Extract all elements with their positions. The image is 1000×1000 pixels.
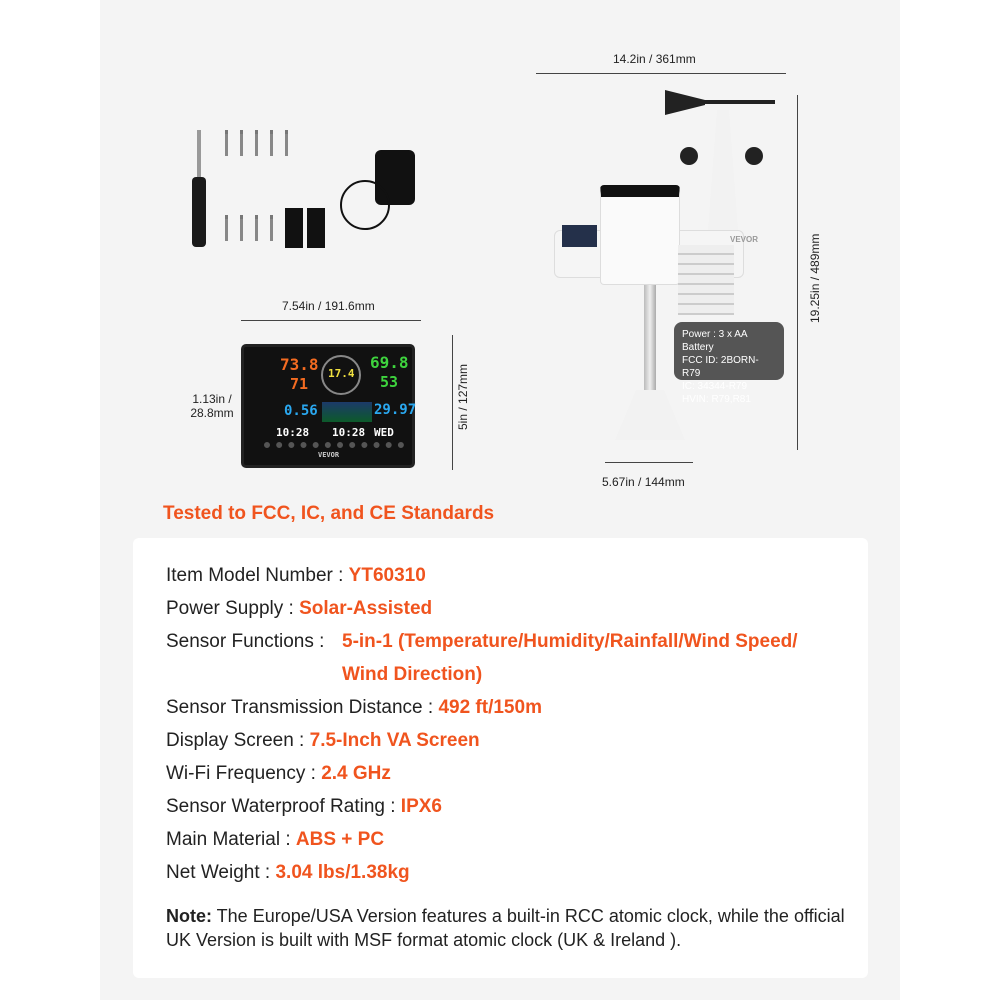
screwdriver-handle [192, 177, 206, 247]
spec-functions-cont [342, 664, 482, 686]
screw [240, 130, 243, 156]
outdoor-temp: 73.8 [280, 355, 319, 374]
rain-gauge [600, 185, 680, 285]
display-depth-label [186, 392, 238, 420]
spec-value: Wind Direction) [342, 664, 483, 685]
outdoor-humidity: 71 [290, 375, 309, 393]
button-row [264, 442, 404, 450]
sensor-base-label: 5.67in / 144mm [602, 475, 685, 489]
dimension-line [797, 95, 798, 450]
spec-label: Power Supply : [166, 598, 300, 619]
pressure: 29.97 [374, 402, 417, 418]
vane-tail [665, 90, 705, 115]
rainfall: 0.56 [284, 403, 318, 419]
depth-text: 1.13in / 28.8mm [190, 392, 234, 420]
spec-value: 492 ft/150m [438, 697, 542, 718]
spec-label: Main Material : [166, 829, 296, 850]
screw [285, 130, 288, 156]
dimension-line [241, 320, 421, 321]
screw [225, 130, 228, 156]
spec-label: Sensor Functions : [166, 631, 325, 652]
spec-value: YT60310 [348, 565, 426, 586]
spec-label: Wi-Fi Frequency : [166, 763, 322, 784]
time-1: 10:28 [276, 426, 310, 439]
spec-value: 2.4 GHz [321, 763, 391, 784]
anemometer-cup [680, 147, 698, 165]
display-console [241, 344, 415, 468]
section-heading: Tested to FCC, IC, and CE Standards [163, 503, 495, 524]
sensor-brand: VEVOR [730, 235, 759, 244]
note-label: Note: [166, 906, 212, 926]
screw [225, 215, 228, 241]
sensor-label [674, 322, 784, 405]
wind-speed: 17.4 [328, 367, 355, 380]
label-line: FCC ID: 2BORN-R79 [682, 355, 759, 379]
screw [255, 215, 258, 241]
dimension-line [605, 462, 693, 463]
spec-label: Net Weight : [166, 862, 276, 883]
spec-power [166, 598, 432, 620]
dimension-line [536, 73, 786, 74]
spec-distance [166, 697, 542, 719]
spec-label: Display Screen : [166, 730, 310, 751]
screw [270, 130, 273, 156]
indoor-temp: 69.8 [370, 353, 409, 372]
spec-value: ABS + PC [295, 829, 385, 850]
display-width-label: 7.54in / 191.6mm [282, 299, 375, 313]
spec-value: IPX6 [400, 796, 442, 817]
spec-label: Item Model Number : [166, 565, 349, 586]
indoor-humidity: 53 [380, 373, 399, 391]
time-2: 10:28 [332, 426, 366, 439]
screw [240, 215, 243, 241]
radiation-shield [678, 245, 734, 315]
rubber-pad [307, 208, 325, 248]
label-line: Power : 3 x AA Battery [682, 329, 748, 353]
screwdriver [197, 130, 201, 180]
dimension-line [452, 335, 453, 470]
screw [255, 130, 258, 156]
spec-card [133, 538, 868, 978]
spec-weight [166, 862, 410, 884]
spec-functions [166, 631, 798, 653]
weather-forecast-icon [322, 402, 372, 422]
anemometer-mast [708, 110, 738, 230]
accessories-image [185, 125, 425, 250]
spec-label: Sensor Transmission Distance : [166, 697, 439, 718]
spec-value: 5-in-1 (Temperature/Humidity/Rainfall/Wind Speed/ [342, 631, 798, 652]
spec-value: 7.5-Inch VA Screen [309, 730, 480, 751]
note-text: The Europe/USA Version features a built-in RCC atomic clock, while the official UK Version is built with MSF format atomic clock (UK & Ireland ). [166, 906, 845, 950]
label-line: HVIN: R79,R81 [682, 394, 751, 405]
sensor-width-label: 14.2in / 361mm [613, 52, 696, 66]
spec-waterproof [166, 796, 442, 818]
label-line: IC: 34344-R79 [682, 381, 748, 392]
anemometer-cup [745, 147, 763, 165]
day: WED [374, 426, 394, 439]
sensor-height-label: 19.25in / 489mm [808, 233, 822, 323]
spec-wifi [166, 763, 391, 785]
mounting-bracket [615, 390, 685, 440]
display-height-label: 5in / 127mm [456, 363, 470, 430]
spec-material [166, 829, 384, 851]
solar-panel [562, 225, 597, 247]
screw [270, 215, 273, 241]
spec-label: Sensor Waterproof Rating : [166, 796, 401, 817]
rubber-pad [285, 208, 303, 248]
note [166, 904, 856, 952]
brand-logo: VEVOR [318, 451, 340, 459]
spec-value: Solar-Assisted [299, 598, 433, 619]
spec-display [166, 730, 480, 752]
adapter-cable [340, 180, 390, 230]
spec-model [166, 565, 426, 587]
spec-value: 3.04 lbs/1.38kg [275, 862, 410, 883]
